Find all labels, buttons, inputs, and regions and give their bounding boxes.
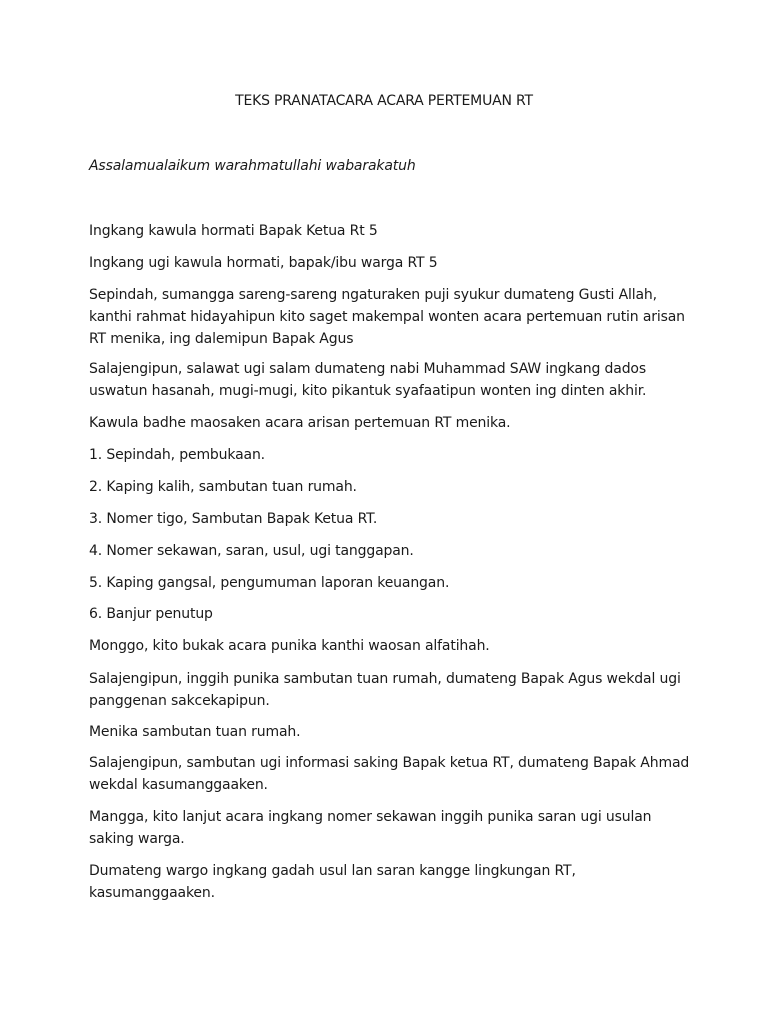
paragraph-3-line-2: kanthi rahmat hidayahipun kito saget makempal wonten acara pertemuan rutin arisan xyxy=(89,309,685,325)
paragraph-16-line-1: Mangga, kito lanjut acara ingkang nomer sekawan inggih punika saran ugi usulan xyxy=(89,809,652,825)
document-title: TEKS PRANATACARA ACARA PERTEMUAN RT xyxy=(235,93,533,109)
paragraph-3-line-3: RT menika, ing dalemipun Bapak Agus xyxy=(89,331,354,347)
paragraph-16-line-2: saking warga. xyxy=(89,831,185,847)
list-item-4: 4. Nomer sekawan, saran, usul, ugi tanggapan. xyxy=(89,543,414,559)
paragraph-1-line-1: Ingkang kawula hormati Bapak Ketua Rt 5 xyxy=(89,223,378,239)
paragraph-5-line-1: Kawula badhe maosaken acara arisan pertemuan RT menika. xyxy=(89,415,511,431)
list-item-1: 1. Sepindah, pembukaan. xyxy=(89,447,265,463)
paragraph-12-line-1: Monggo, kito bukak acara punika kanthi waosan alfatihah. xyxy=(89,638,490,654)
paragraph-13-line-1: Salajengipun, inggih punika sambutan tuan rumah, dumateng Bapak Agus wekdal ugi xyxy=(89,671,681,687)
paragraph-15-line-2: wekdal kasumanggaaken. xyxy=(89,777,268,793)
paragraph-14-line-1: Menika sambutan tuan rumah. xyxy=(89,724,301,740)
paragraph-17-line-2: kasumanggaaken. xyxy=(89,885,215,901)
paragraph-15-line-1: Salajengipun, sambutan ugi informasi saking Bapak ketua RT, dumateng Bapak Ahmad xyxy=(89,755,690,771)
greeting-line: Assalamualaikum warahmatullahi wabarakatuh xyxy=(89,158,416,174)
paragraph-13-line-2: panggenan sakcekapipun. xyxy=(89,693,270,709)
paragraph-2-line-1: Ingkang ugi kawula hormati, bapak/ibu warga RT 5 xyxy=(89,255,438,271)
paragraph-3-line-1: Sepindah, sumangga sareng-sareng ngaturaken puji syukur dumateng Gusti Allah, xyxy=(89,287,657,303)
paragraph-4-line-1: Salajengipun, salawat ugi salam dumateng nabi Muhammad SAW ingkang dados xyxy=(89,361,646,377)
paragraph-4-line-2: uswatun hasanah, mugi-mugi, kito pikantuk syafaatipun wonten ing dinten akhir. xyxy=(89,383,647,399)
list-item-3: 3. Nomer tigo, Sambutan Bapak Ketua RT. xyxy=(89,511,378,527)
list-item-6: 6. Banjur penutup xyxy=(89,606,213,622)
paragraph-17-line-1: Dumateng wargo ingkang gadah usul lan saran kangge lingkungan RT, xyxy=(89,863,576,879)
list-item-2: 2. Kaping kalih, sambutan tuan rumah. xyxy=(89,479,357,495)
list-item-5: 5. Kaping gangsal, pengumuman laporan keuangan. xyxy=(89,575,450,591)
